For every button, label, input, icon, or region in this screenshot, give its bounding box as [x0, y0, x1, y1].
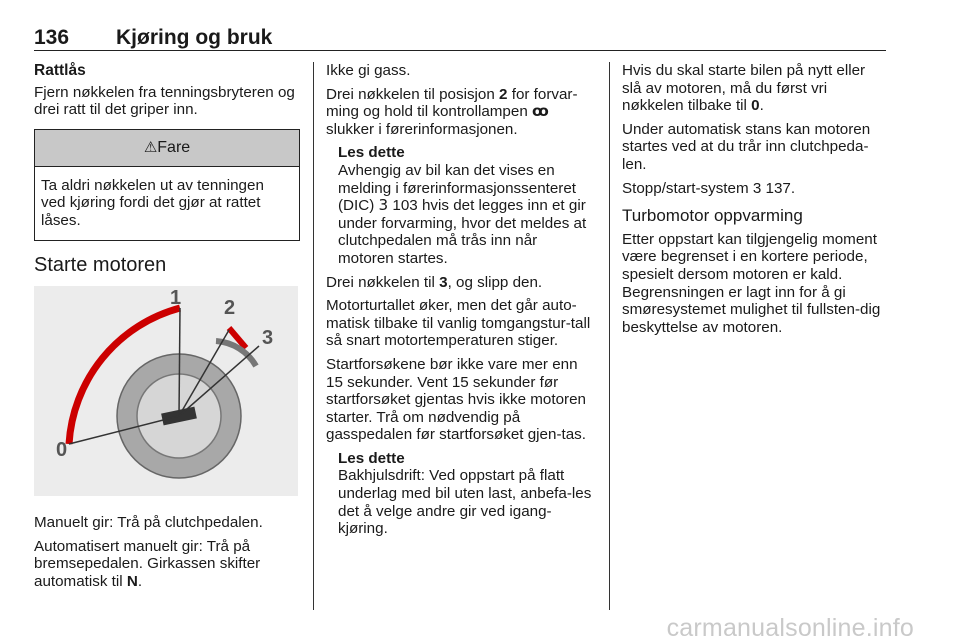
engine-speed-text: Motorturtallet øker, men det går auto-matisk tilbake til vanlig tomgangstur-tall så snart motortemperaturen stiger. [326, 297, 591, 350]
column-divider [313, 62, 314, 610]
ignition-illustration [34, 286, 298, 496]
turbo-text: Etter oppstart kan tilgjengelig moment være begrenset i en kortere periode, spesielt dersom motoren er kald. Begrensningen er lagt inn for å gi smøresystemet mulighet til fullsten-dig beskyttelse av motoren. [622, 230, 881, 336]
note-title: Les dette [338, 144, 405, 162]
stop-start-reference: Stopp/start-system 3 137. [622, 179, 796, 197]
column-2 [326, 62, 594, 544]
position-2-label: 2 [224, 297, 236, 320]
turn-key-3-text: Drei nøkkelen til 3, og slipp den. [326, 273, 543, 291]
column-3 [622, 62, 888, 342]
no-throttle-text: Ikke gi gass. [326, 62, 411, 79]
reference-arrow-icon: 3 [378, 196, 389, 215]
automated-gear-text: Automatisert manuelt gir: Trå på bremsepedalen. Girkassen skifter automatisk til N. [34, 537, 261, 590]
reference-arrow-icon: 3 [752, 179, 762, 197]
position-3-label: 3 [262, 327, 274, 350]
position-0-label: 0 [56, 439, 68, 462]
note-box [326, 144, 594, 267]
note-box [326, 450, 594, 538]
auto-stop-text: Under automatisk stans kan motoren startes ved at du trår inn clutchpeda-len. [622, 120, 871, 173]
heading-turbo: Turbomotor oppvarming [622, 206, 803, 226]
steering-lock-text: Fjern nøkkelen fra tenningsbryteren og drei ratt til det griper inn. [34, 83, 295, 119]
preheat-text: Drei nøkkelen til posisjon 2 for forvar-ming og hold til kontrollampen ꝏ slukker i førerinformasjonen. [326, 85, 578, 138]
warning-triangle-icon: ⚠ [143, 138, 158, 156]
note-text: Avhengig av bil kan det vises en melding i førerinformasjonssenteret (DIC) 3 103 hvis det legges inn et gir under forvarming, hvor det meldes at clutchpedalen må trås inn når motoren startes. [338, 161, 587, 267]
chapter-title: Kjøring og bruk [116, 26, 273, 49]
page-number: 136 [34, 26, 70, 49]
column-divider [609, 62, 610, 610]
heading-steering-lock: Rattlås [34, 62, 86, 79]
warning-box [34, 129, 300, 241]
watermark: carmanualsonline.info [666, 614, 914, 642]
position-1-label: 1 [170, 287, 182, 310]
start-attempts-text: Startforsøkene bør ikke vare mer enn 15 sekunder. Vent 15 sekunder før startforsøket gjentas hvis ikke motoren starter. Trå om nødvendig på gasspedalen før startforsøket gjen-tas. [326, 355, 586, 444]
warning-header [35, 130, 299, 167]
note-text: Bakhjulsdrift: Ved oppstart på flatt underlag med bil uten last, anbefa-les det å velge andre gir ved igang-kjøring. [338, 467, 592, 538]
warning-title: Fare [157, 138, 191, 156]
note-title: Les dette [338, 449, 405, 467]
restart-text: Hvis du skal starte bilen på nytt eller slå av motoren, må du først vri nøkkelen tilbake til 0. [622, 62, 866, 115]
page-header [34, 26, 886, 51]
glow-plug-icon: ꝏ [532, 103, 549, 121]
column-1 [34, 62, 300, 597]
warning-text: Ta aldri nøkkelen ut av tenningen ved kjøring fordi det gjør at rattet låses. [41, 176, 264, 229]
manual-gear-text: Manuelt gir: Trå på clutchpedalen. [34, 514, 263, 532]
heading-start-engine: Starte motoren [34, 253, 167, 276]
